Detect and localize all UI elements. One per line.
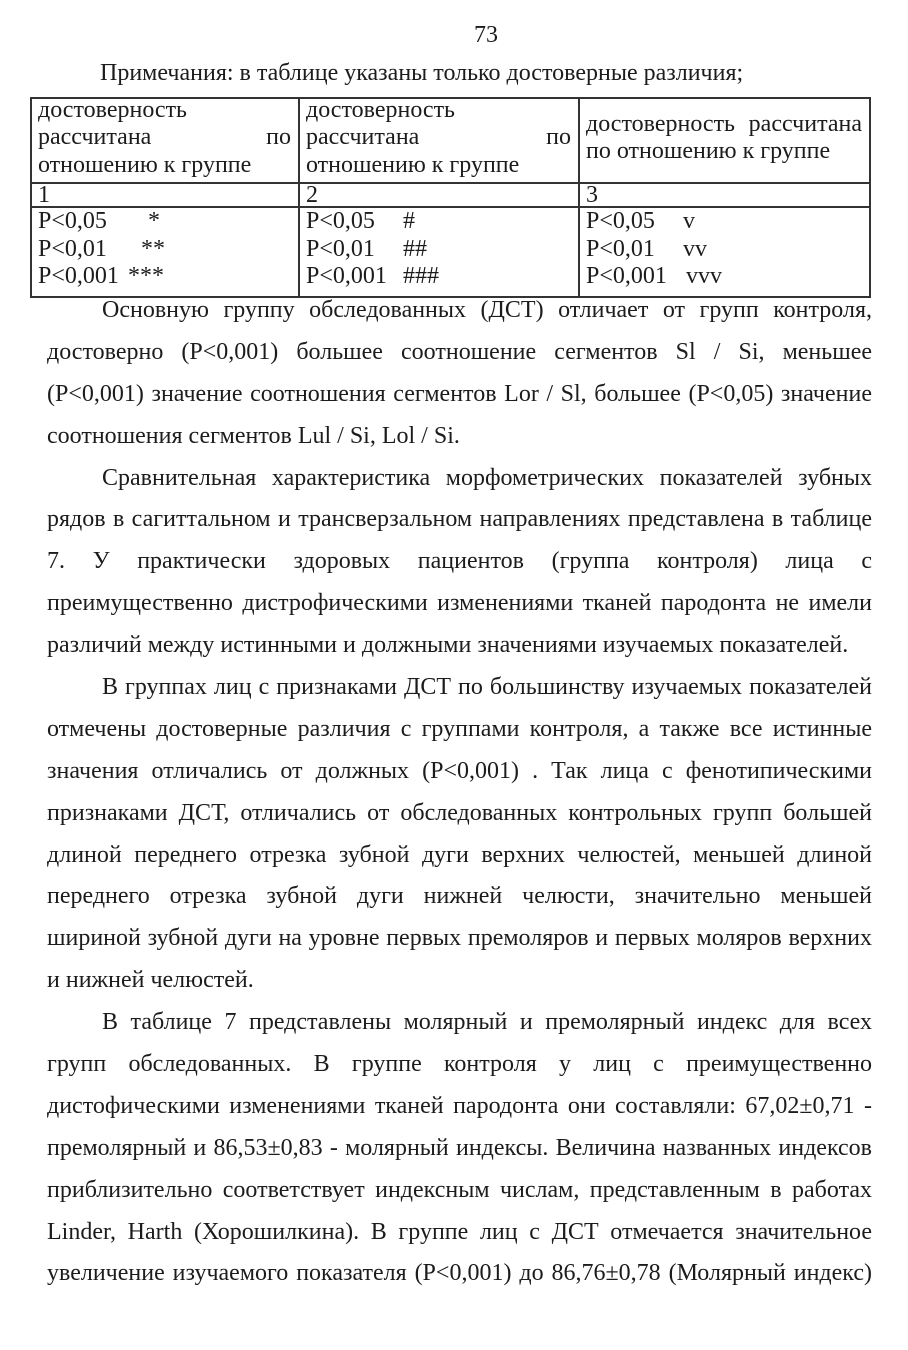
group-number-cell: 1 (32, 184, 300, 208)
significance-mark: vv (683, 235, 707, 262)
paragraph-line-text: переднего отрезка зубной дуги нижней челюсти, значительно меньшей (47, 883, 872, 910)
significance-mark: v (683, 208, 695, 234)
paragraph-line-text: различий между истинными и должными значениями изучаемых показателей. (47, 632, 849, 659)
paragraph-line (47, 876, 872, 918)
header-line (306, 152, 571, 180)
significance-mark: vvv (686, 263, 722, 289)
p-value-threshold: P<0,05 (38, 208, 107, 234)
page-number: 73 (474, 22, 498, 48)
table-header-cell (580, 99, 871, 184)
group-number-cell: 3 (580, 184, 871, 208)
p-value-threshold: P<0,05 (586, 208, 655, 234)
header-line-text: достоверность (306, 96, 456, 123)
paragraph-line (47, 458, 872, 500)
significance-level (38, 263, 291, 291)
paragraph-line-text: (P<0,001) значение соотношения сегментов Lor / Sl, большее (P<0,05) значение (47, 380, 872, 407)
header-line-text: отношению к группе (306, 151, 520, 178)
paragraph-line (47, 1086, 872, 1128)
paragraph-line (47, 332, 872, 374)
header-line (306, 97, 571, 125)
header-line (38, 124, 291, 152)
paragraph-line-text: Основную группу обследованных (ДСТ) отличает от групп контроля, (102, 297, 872, 323)
significance-level (586, 263, 862, 291)
significance-mark: ## (403, 235, 427, 262)
paragraph-line (47, 835, 872, 877)
paragraph-line (47, 499, 872, 541)
paragraph-line-text: 7. У практически здоровых пациентов (группа контроля) лица с (47, 548, 872, 575)
paragraph (47, 667, 872, 1002)
significance-levels-cell (580, 208, 871, 298)
header-line (38, 152, 291, 180)
paragraph-line (47, 918, 872, 960)
paragraph-line-text: Сравнительная характеристика морфометрических показателей зубных (102, 464, 872, 491)
paragraph-line-text: преимущественно дистрофическими изменениями тканей пародонта не имели (47, 590, 872, 617)
header-line-text: отношению к группе (38, 151, 252, 178)
significance-level (38, 208, 291, 236)
paragraph-line (47, 416, 872, 458)
header-line-text: достоверность (38, 96, 188, 123)
significance-levels-cell (300, 208, 580, 298)
paragraph-line (47, 1002, 872, 1044)
paragraph-line-text: увеличение изучаемого показателя (P<0,001) до 86,76±0,78 (Молярный индекс) (47, 1260, 872, 1287)
paragraph-line (47, 1044, 872, 1086)
p-value-threshold: P<0,05 (306, 208, 375, 234)
paragraph-line-text: соотношения сегментов Lul / Si, Lol / Si. (47, 422, 460, 449)
significance-mark: *** (128, 263, 164, 289)
significance-level (306, 208, 571, 236)
table-header-cell (300, 96, 580, 184)
p-value-threshold: P<0,001 (586, 263, 667, 289)
header-line (306, 124, 571, 152)
significance-level (586, 236, 862, 264)
p-value-threshold: P<0,01 (306, 235, 375, 262)
paragraph-line (47, 751, 872, 793)
paragraph-line-text: групп обследованных. В группе контроля у лиц с преимущественно (47, 1051, 872, 1078)
paragraph-line (47, 625, 872, 667)
p-value-threshold: P<0,01 (38, 235, 107, 262)
paragraph-line-text: достоверно (P<0,001) большее соотношение сегментов Sl / Si, меньшее (47, 338, 872, 365)
paragraph (47, 290, 872, 458)
p-value-threshold: P<0,001 (38, 263, 119, 289)
significance-levels-cell (32, 208, 300, 298)
paragraph-line (47, 1253, 872, 1295)
paragraph-line (47, 541, 872, 583)
significance-mark: # (403, 208, 415, 234)
significance-level (38, 236, 291, 264)
paragraph-line (47, 290, 872, 332)
significance-table (30, 97, 871, 298)
header-line (586, 138, 862, 166)
paragraph-line-text: шириной зубной дуги на уровне первых премоляров и первых моляров верхних (47, 925, 872, 952)
significance-level (586, 208, 862, 236)
header-line (586, 111, 862, 139)
p-value-threshold: P<0,01 (586, 235, 655, 262)
header-line-text: рассчитана по (306, 124, 571, 151)
header-line-text: по отношению к группе (586, 138, 831, 164)
paragraph-line-text: премолярный и 86,53±0,83 - молярный индексы. Величина названных индексов (47, 1134, 872, 1161)
paragraph-line-text: отмечены достоверные различия с группами контроля, а также все истинные (47, 715, 872, 742)
paragraph-line (47, 960, 872, 1002)
paragraph-line (47, 709, 872, 751)
body-text (47, 290, 872, 1295)
paragraph-line-text: и нижней челюстей. (47, 967, 254, 994)
paragraph-line (47, 583, 872, 625)
paragraph-line (47, 1212, 872, 1254)
significance-mark: ### (403, 263, 439, 289)
paragraph (47, 458, 872, 667)
paragraph-line (47, 374, 872, 416)
header-line-text: рассчитана по (38, 124, 291, 151)
paragraph-line-text: рядов в сагиттальном и трансверзальном направлениях представлена в таблице (47, 506, 872, 533)
header-line (38, 97, 291, 125)
significance-mark: * (148, 208, 160, 234)
paragraph-line-text: В группах лиц с признаками ДСТ по большинству изучаемых показателей (102, 674, 872, 701)
paragraph-line-text: длиной переднего отрезка зубной дуги верхних челюстей, меньшей длиной (47, 841, 872, 868)
paragraph-line-text: дистофическими изменениями тканей пародонта они составляли: 67,02±0,71 - (47, 1092, 872, 1119)
header-line-text: достоверность рассчитана (586, 110, 862, 137)
paragraph-line (47, 1128, 872, 1170)
table-header-cell (32, 96, 300, 184)
table-note: Примечания: в таблице указаны только достоверные различия; (100, 60, 744, 86)
significance-level (306, 263, 571, 291)
paragraph-line-text: В таблице 7 представлены молярный и премолярный индекс для всех (102, 1009, 872, 1036)
paragraph-line-text: значения отличались от должных (P<0,001) . Так лица с фенотипическими (47, 757, 872, 784)
paragraph-line (47, 1170, 872, 1212)
p-value-threshold: P<0,001 (306, 263, 387, 289)
paragraph (47, 1002, 872, 1295)
paragraph-line-text: Linder, Harth (Хорошилкина). В группе лиц с ДСТ отмечается значительное (47, 1218, 872, 1245)
group-number-cell: 2 (300, 184, 580, 208)
paragraph-line (47, 667, 872, 709)
significance-mark: ** (141, 235, 165, 262)
paragraph-line-text: признаками ДСТ, отличались от обследованных контрольных групп большей (47, 799, 872, 826)
paragraph-line (47, 793, 872, 835)
paragraph-line-text: приблизительно соответствует индексным числам, представленным в работах (47, 1176, 872, 1203)
significance-level (306, 236, 571, 264)
